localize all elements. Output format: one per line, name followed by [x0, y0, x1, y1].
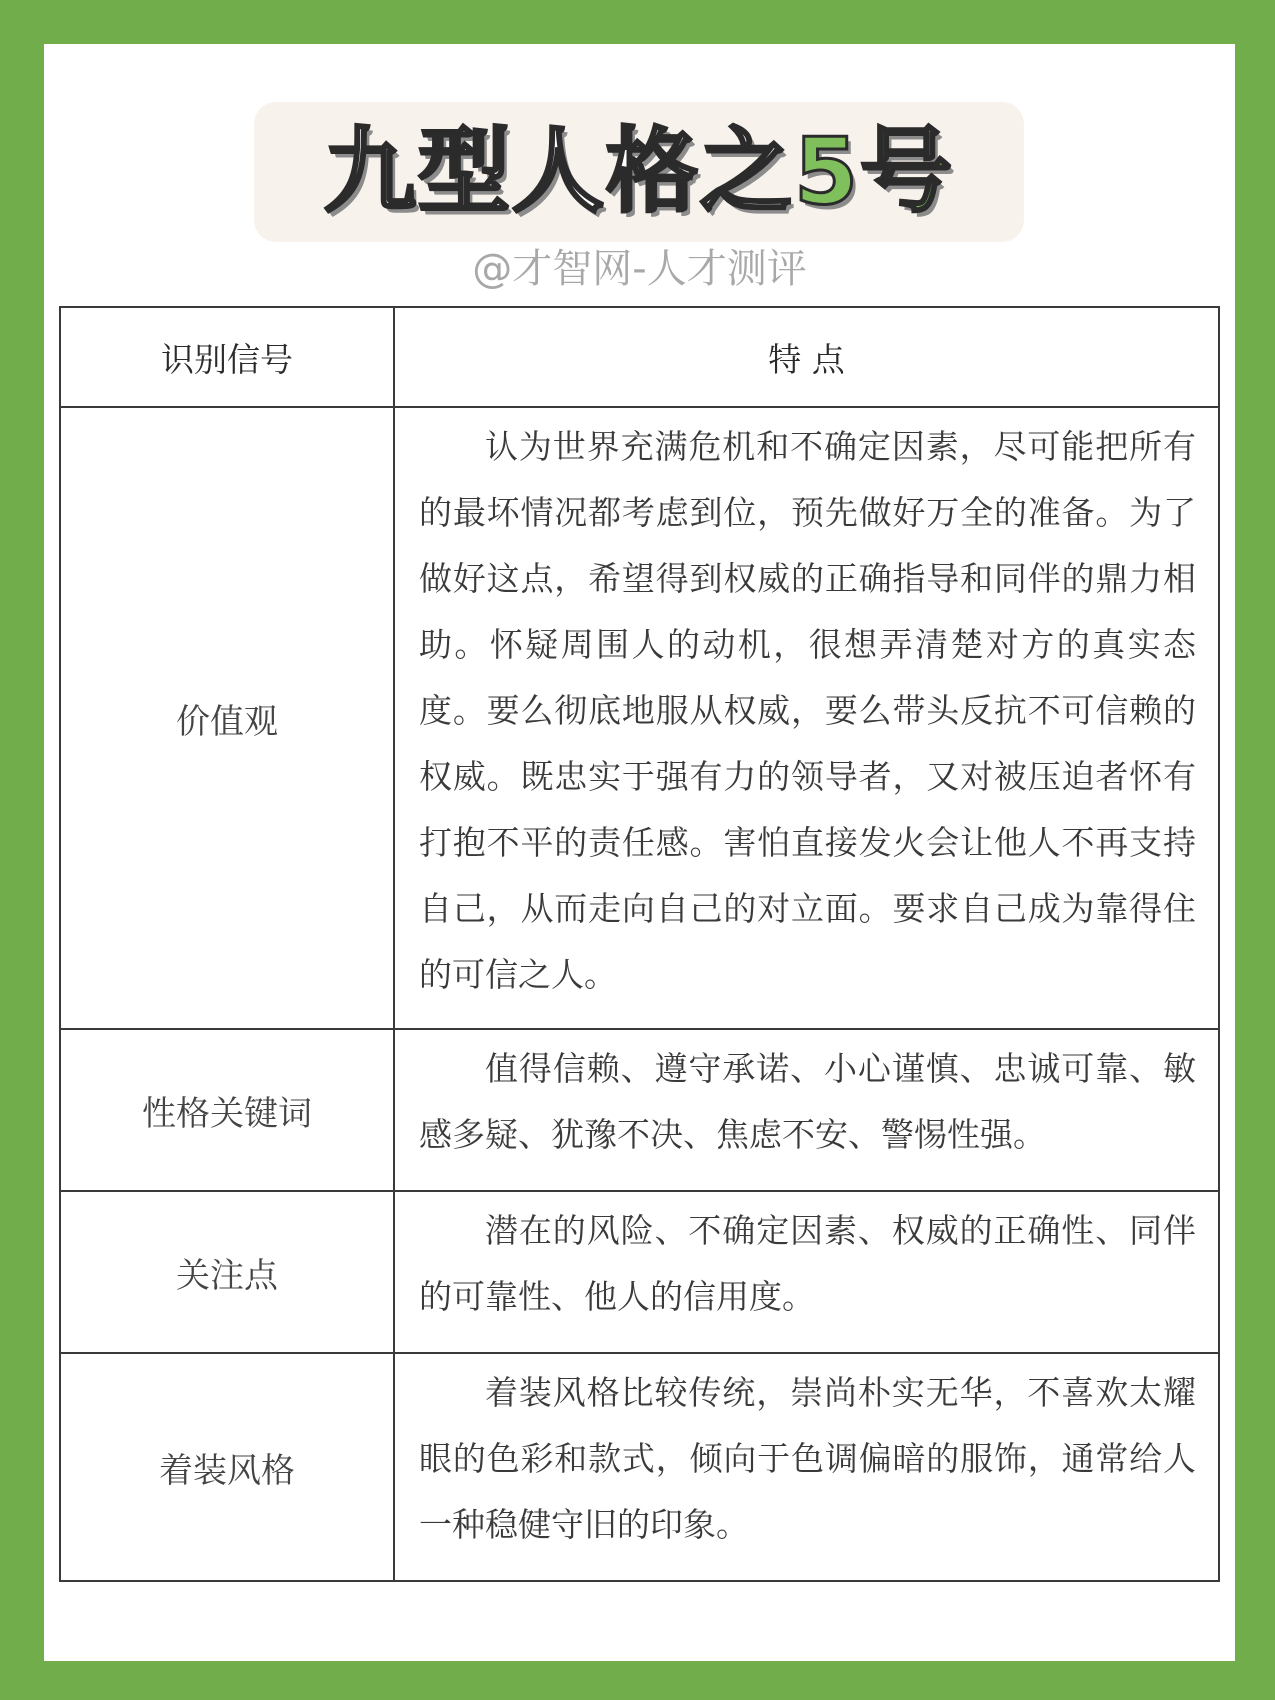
- row-label-keywords: 性格关键词: [60, 1029, 394, 1191]
- row-text-dress: 着装风格比较传统，崇尚朴实无华，不喜欢太耀眼的色彩和款式，倾向于色调偏暗的服饰，通常给人一种稳健守旧的印象。: [394, 1353, 1219, 1581]
- table-header-row: [60, 307, 1219, 407]
- header-features: 特 点: [394, 307, 1219, 407]
- table-row: [60, 407, 1219, 1029]
- source-watermark: @才智网-人才测评: [472, 246, 807, 292]
- page-title: [254, 112, 1024, 232]
- table-row: [60, 1029, 1219, 1191]
- title-main: 九型人格之: [323, 118, 794, 225]
- enneagram-table: [59, 306, 1220, 1582]
- page-card: [44, 44, 1235, 1661]
- table-row: [60, 1353, 1219, 1581]
- title-banner: [254, 102, 1024, 242]
- header-signal: 识别信号: [60, 307, 394, 407]
- row-label-values: 价值观: [60, 407, 394, 1029]
- row-label-focus: 关注点: [60, 1191, 394, 1353]
- row-text-keywords: 值得信赖、遵守承诺、小心谨慎、忠诚可靠、敏感多疑、犹豫不决、焦虑不安、警惕性强。: [394, 1029, 1219, 1191]
- row-text-values: 认为世界充满危机和不确定因素，尽可能把所有的最坏情况都考虑到位，预先做好万全的准备。为了做好这点，希望得到权威的正确指导和同伴的鼎力相助。怀疑周围人的动机，很想弄清楚对方的真实态度。要么彻底地服从权威，要么带头反抗不可信赖的权威。既忠实于强有力的领导者，又对被压迫者怀有打抱不平的责任感。害怕直接发火会让他人不再支持自己，从而走向自己的对立面。要求自己成为靠得住的可信之人。: [394, 407, 1219, 1029]
- row-text-focus: 潜在的风险、不确定因素、权威的正确性、同伴的可靠性、他人的信用度。: [394, 1191, 1219, 1353]
- title-number: 5号: [794, 118, 955, 225]
- table-row: [60, 1191, 1219, 1353]
- row-label-dress: 着装风格: [60, 1353, 394, 1581]
